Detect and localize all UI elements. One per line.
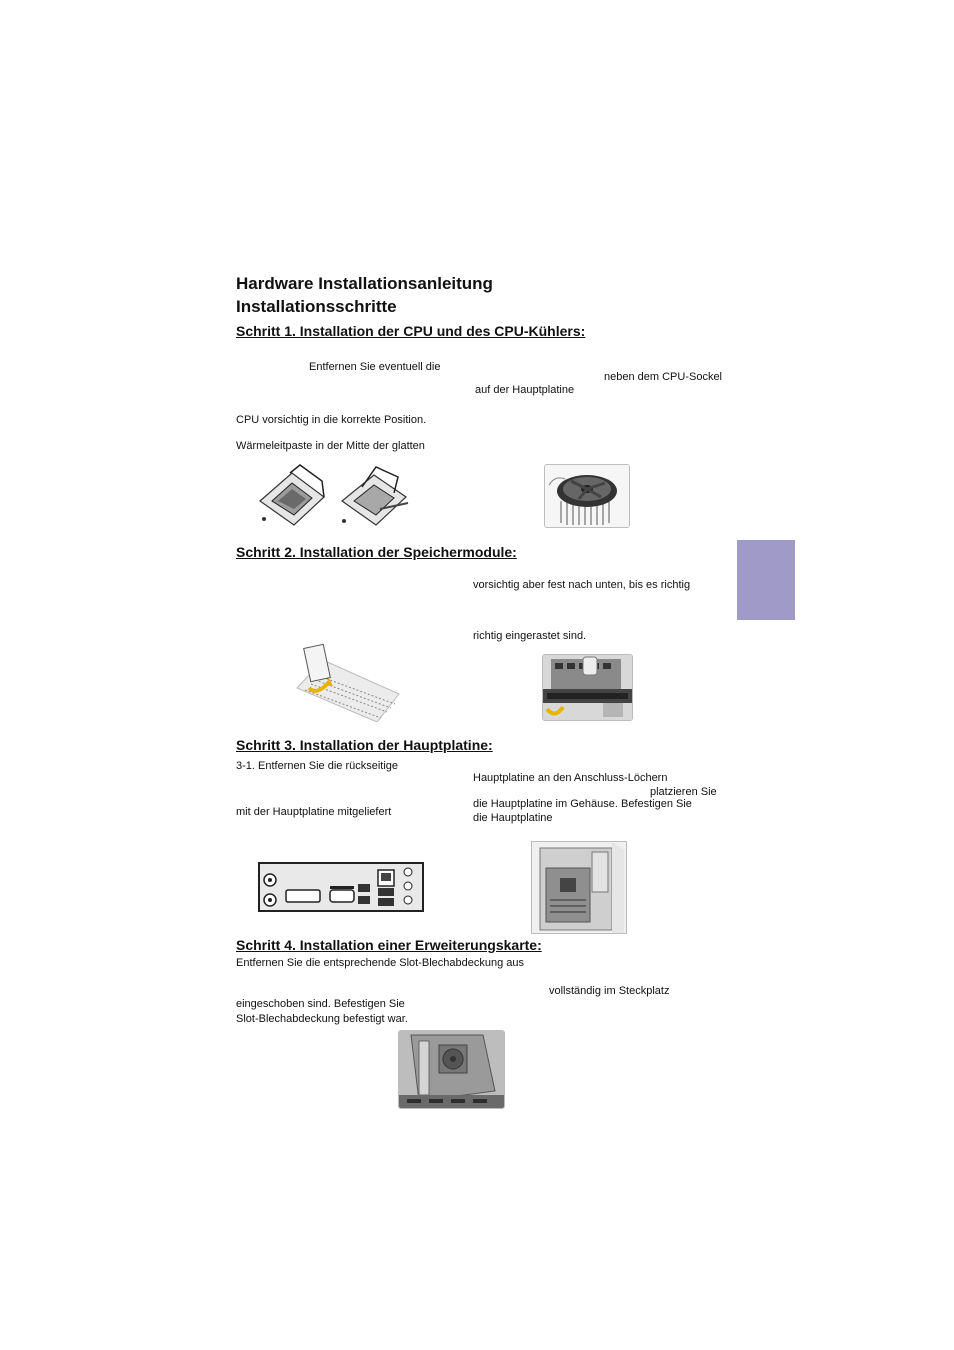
step4-heading: Schritt 4. Installation einer Erweiterungskarte: bbox=[236, 937, 542, 953]
io-shield-illustration bbox=[258, 862, 424, 912]
step3-text: 3-1. Entfernen Sie die rückseitige bbox=[236, 760, 399, 772]
step4-text: eingeschoben sind. Befestigen Sie bbox=[236, 998, 405, 1010]
chapter-side-tab bbox=[737, 540, 795, 620]
step3-heading: Schritt 3. Installation der Hauptplatine: bbox=[236, 737, 493, 753]
expansion-card-photo bbox=[398, 1030, 505, 1109]
step1-text: auf der Hauptplatine bbox=[475, 384, 575, 396]
step1-text: neben dem CPU-Sockel bbox=[604, 371, 723, 383]
cpu-lever-illustration bbox=[336, 463, 416, 529]
step1-heading: Schritt 1. Installation der CPU und des CPU-Kühlers: bbox=[236, 323, 586, 339]
step1-text: Wärmeleitpaste in der Mitte der glatten bbox=[236, 440, 425, 452]
step1-text: CPU vorsichtig in die korrekte Position. bbox=[236, 414, 427, 426]
step4-text: Slot-Blechabdeckung befestigt war. bbox=[236, 1013, 408, 1025]
step1-text: Entfernen Sie eventuell die bbox=[309, 361, 441, 373]
memory-module-photo bbox=[542, 654, 633, 721]
step2-heading: Schritt 2. Installation der Speichermodule: bbox=[236, 544, 517, 560]
step3-text: die Hauptplatine im Gehäuse. Befestigen Sie bbox=[473, 798, 692, 810]
step4-text: vollständig im Steckplatz bbox=[549, 985, 670, 997]
page-subtitle: Installationsschritte bbox=[236, 297, 397, 316]
memory-slot-illustration bbox=[293, 640, 401, 722]
step2-text: richtig eingerastet sind. bbox=[473, 630, 587, 642]
cpu-cooler-photo bbox=[544, 464, 630, 528]
cpu-socket-illustration bbox=[254, 463, 334, 529]
page-title: Hardware Installationsanleitung bbox=[236, 274, 493, 293]
step3-text: Hauptplatine an den Anschluss-Löchern bbox=[473, 772, 668, 784]
step4-text: Entfernen Sie die entsprechende Slot-Blechabdeckung aus bbox=[236, 957, 525, 969]
case-motherboard-photo bbox=[531, 841, 627, 934]
step2-text: vorsichtig aber fest nach unten, bis es richtig bbox=[473, 579, 691, 591]
step3-text: die Hauptplatine bbox=[473, 812, 553, 824]
step3-text: mit der Hauptplatine mitgeliefert bbox=[236, 806, 392, 818]
step3-text: platzieren Sie bbox=[650, 786, 717, 798]
